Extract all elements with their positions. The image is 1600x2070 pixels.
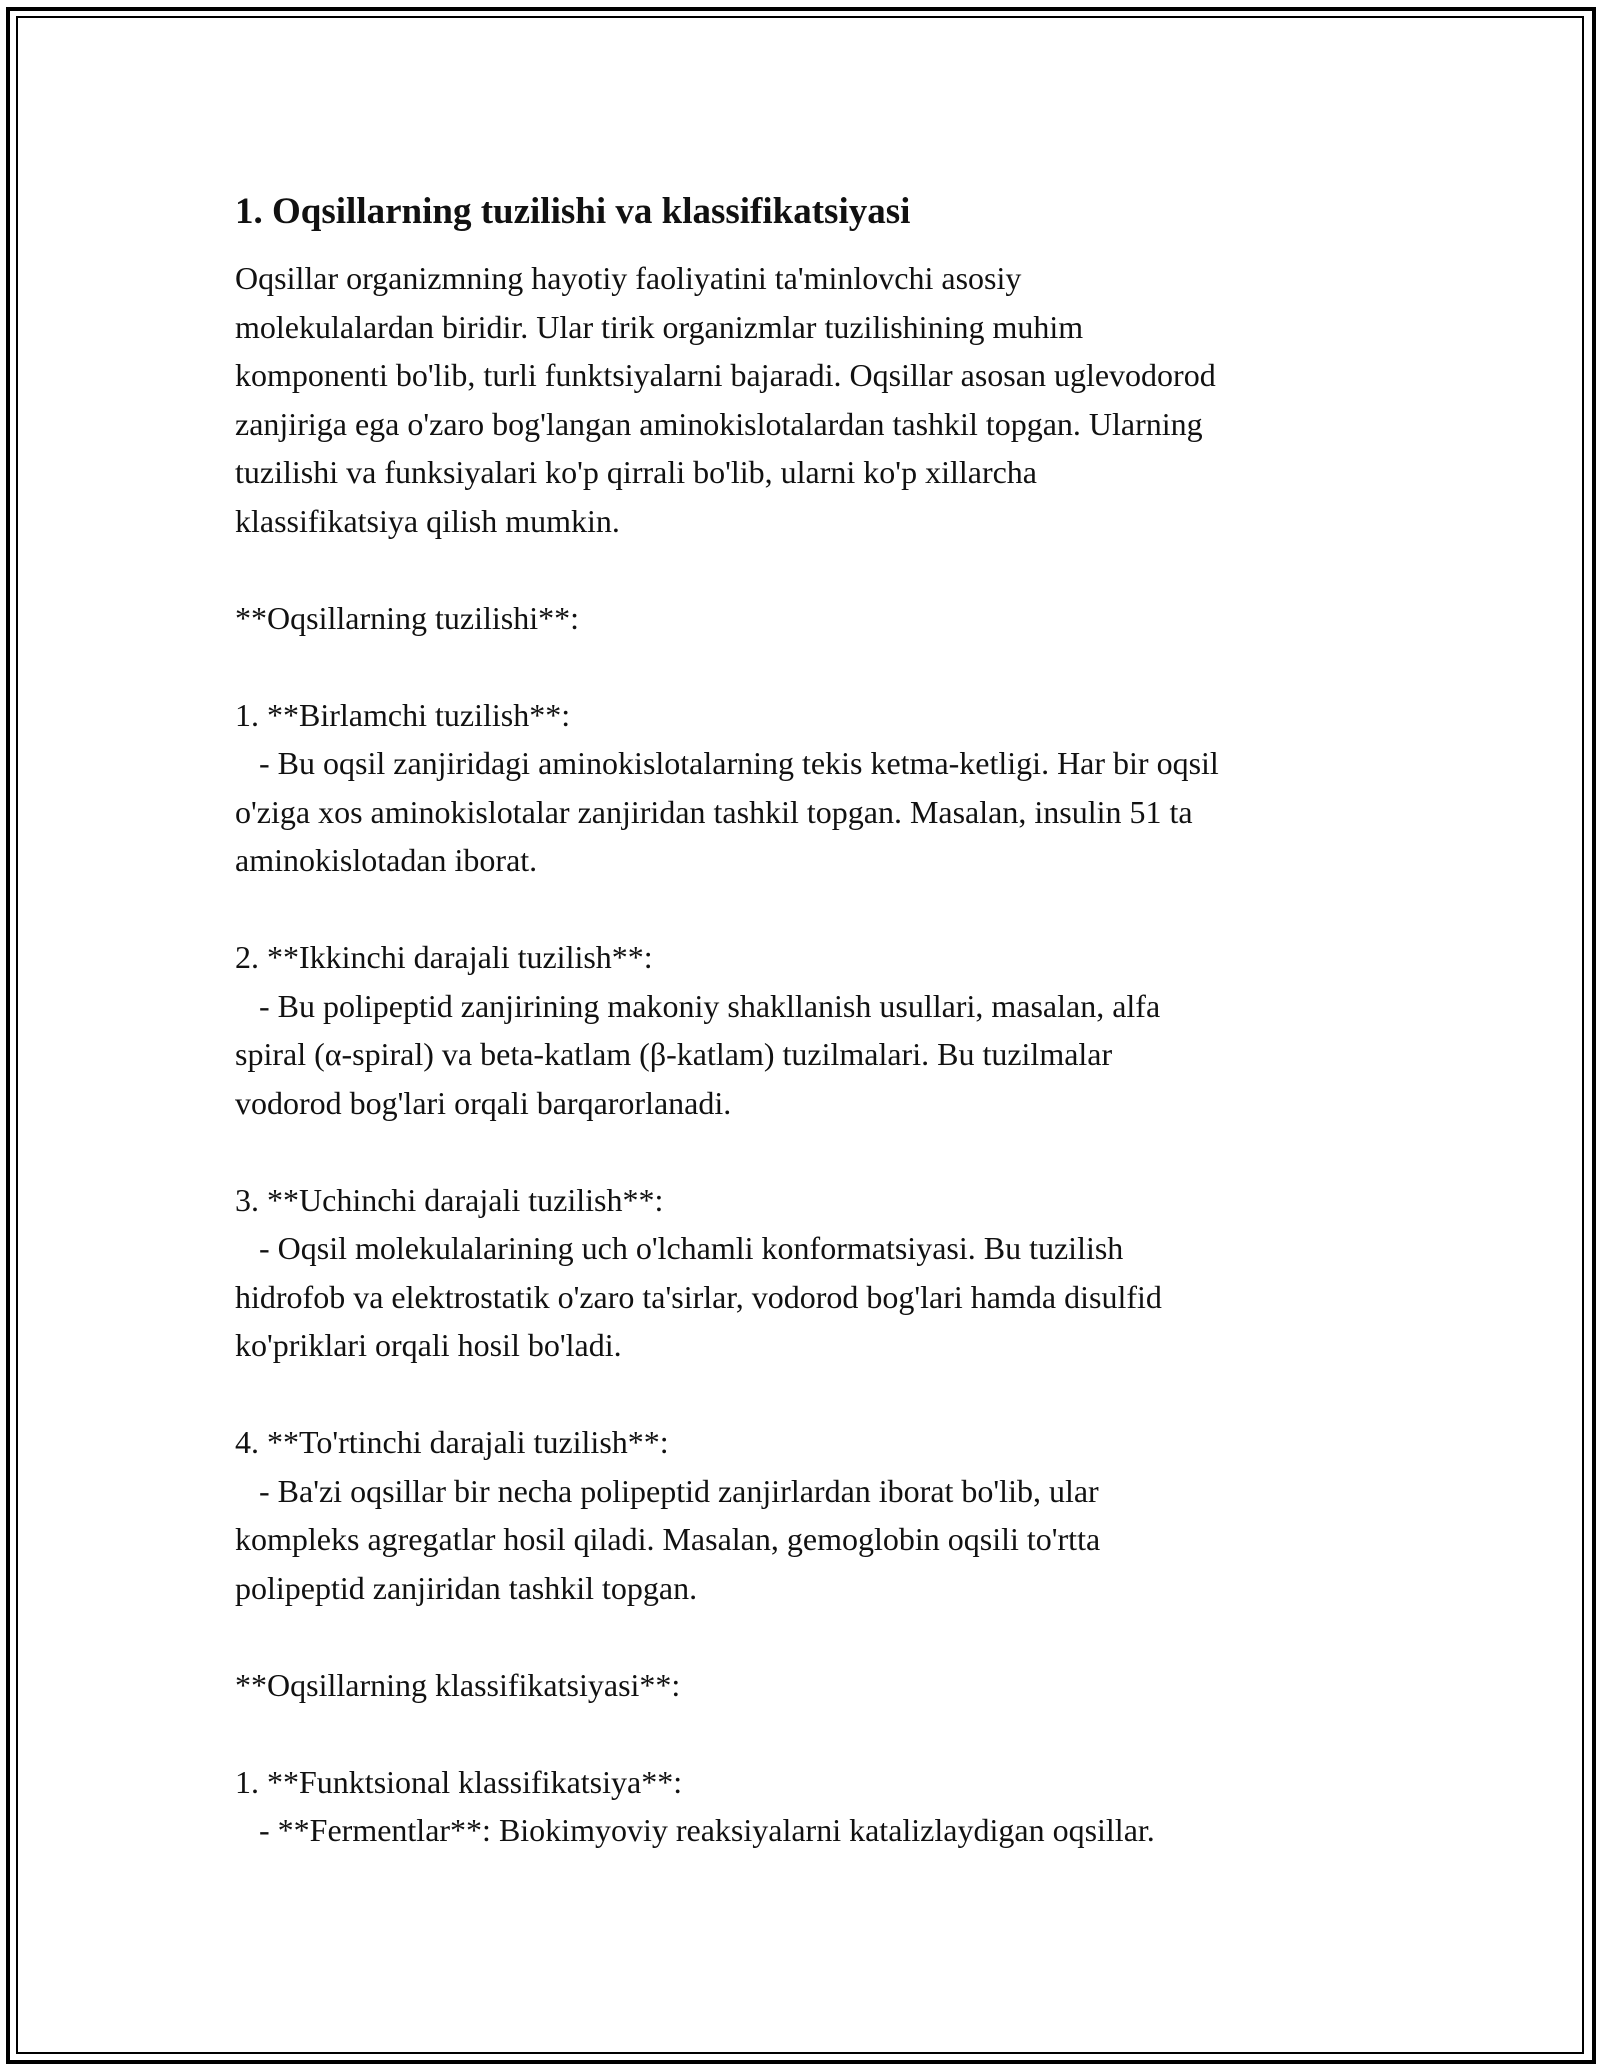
structure-item-heading: 3. **Uchinchi darajali tuzilish**: [235,1181,664,1218]
intro-line: zanjiriga ega o'zaro bog'langan aminokislotalardan tashkil topgan. Ularning [235,405,1203,442]
blank-line [235,1612,1385,1661]
structure-item-line: - Bu oqsil zanjiridagi aminokislotalarning tekis ketma-ketligi. Har bir oqsil [235,745,1219,781]
section-heading-structure: **Oqsillarning tuzilishi**: [235,599,579,636]
section-heading-classification: **Oqsillarning klassifikatsiyasi**: [235,1666,681,1703]
document-body [235,186,1385,1855]
intro-line: tuzilishi va funksiyalari ko'p qirrali bo'lib, ularni ko'p xillarcha [235,454,1037,490]
intro-line: Oqsillar organizmning hayotiy faoliyatini ta'minlovchi asosiy [235,260,1022,296]
blank-line [235,1370,1385,1419]
structure-item-line: vodorod bog'lari orqali barqarorlanadi. [235,1084,732,1121]
structure-item-line: aminokislotadan iborat. [235,842,538,878]
structure-item-line: ko'priklari orqali hosil bo'ladi. [235,1327,622,1363]
intro-line: klassifikatsiya qilish mumkin. [235,502,620,539]
structure-item-line: - Ba'zi oqsillar bir necha polipeptid zanjirlardan iborat bo'lib, ular [235,1472,1099,1509]
blank-line [235,545,1385,594]
structure-item-line: - Oqsil molekulalarining uch o'lchamli konformatsiyasi. Bu tuzilish [235,1230,1124,1266]
blank-line [235,885,1385,934]
blank-line [235,642,1385,691]
structure-item-line: hidrofob va elektrostatik o'zaro ta'sirlar, vodorod bog'lari hamda disulfid [235,1278,1162,1315]
intro-paragraph [235,254,1385,1855]
structure-item-line: polipeptid zanjiridan tashkil topgan. [235,1569,698,1606]
structure-item-line: spiral (α-spiral) va beta-katlam (β-katlam) tuzilmalari. Bu tuzilmalar [235,1036,1113,1072]
blank-line [235,1127,1385,1176]
intro-line: komponenti bo'lib, turli funktsiyalarni bajaradi. Oqsillar asosan uglevodorod [235,357,1216,393]
classification-item-line: - **Fermentlar**: Biokimyoviy reaksiyalarni katalizlaydigan oqsillar. [235,1812,1155,1848]
page-title: 1. Oqsillarning tuzilishi va klassifikatsiyasi [235,191,911,232]
structure-item-line: kompleks agregatlar hosil qiladi. Masalan, gemoglobin oqsili to'rtta [235,1521,1101,1557]
classification-item-heading: 1. **Funktsional klassifikatsiya**: [235,1763,683,1800]
structure-item-heading: 1. **Birlamchi tuzilish**: [235,696,571,733]
structure-item-line: - Bu polipeptid zanjirining makoniy shakllanish usullari, masalan, alfa [235,987,1161,1024]
structure-item-heading: 2. **Ikkinchi darajali tuzilish**: [235,939,653,975]
structure-item-line: o'ziga xos aminokislotalar zanjiridan tashkil topgan. Masalan, insulin 51 ta [235,793,1193,830]
intro-line: molekulalardan biridir. Ular tirik organizmlar tuzilishining muhim [235,308,1084,345]
structure-item-heading: 4. **To'rtinchi darajali tuzilish**: [235,1424,669,1460]
blank-line [235,1709,1385,1758]
